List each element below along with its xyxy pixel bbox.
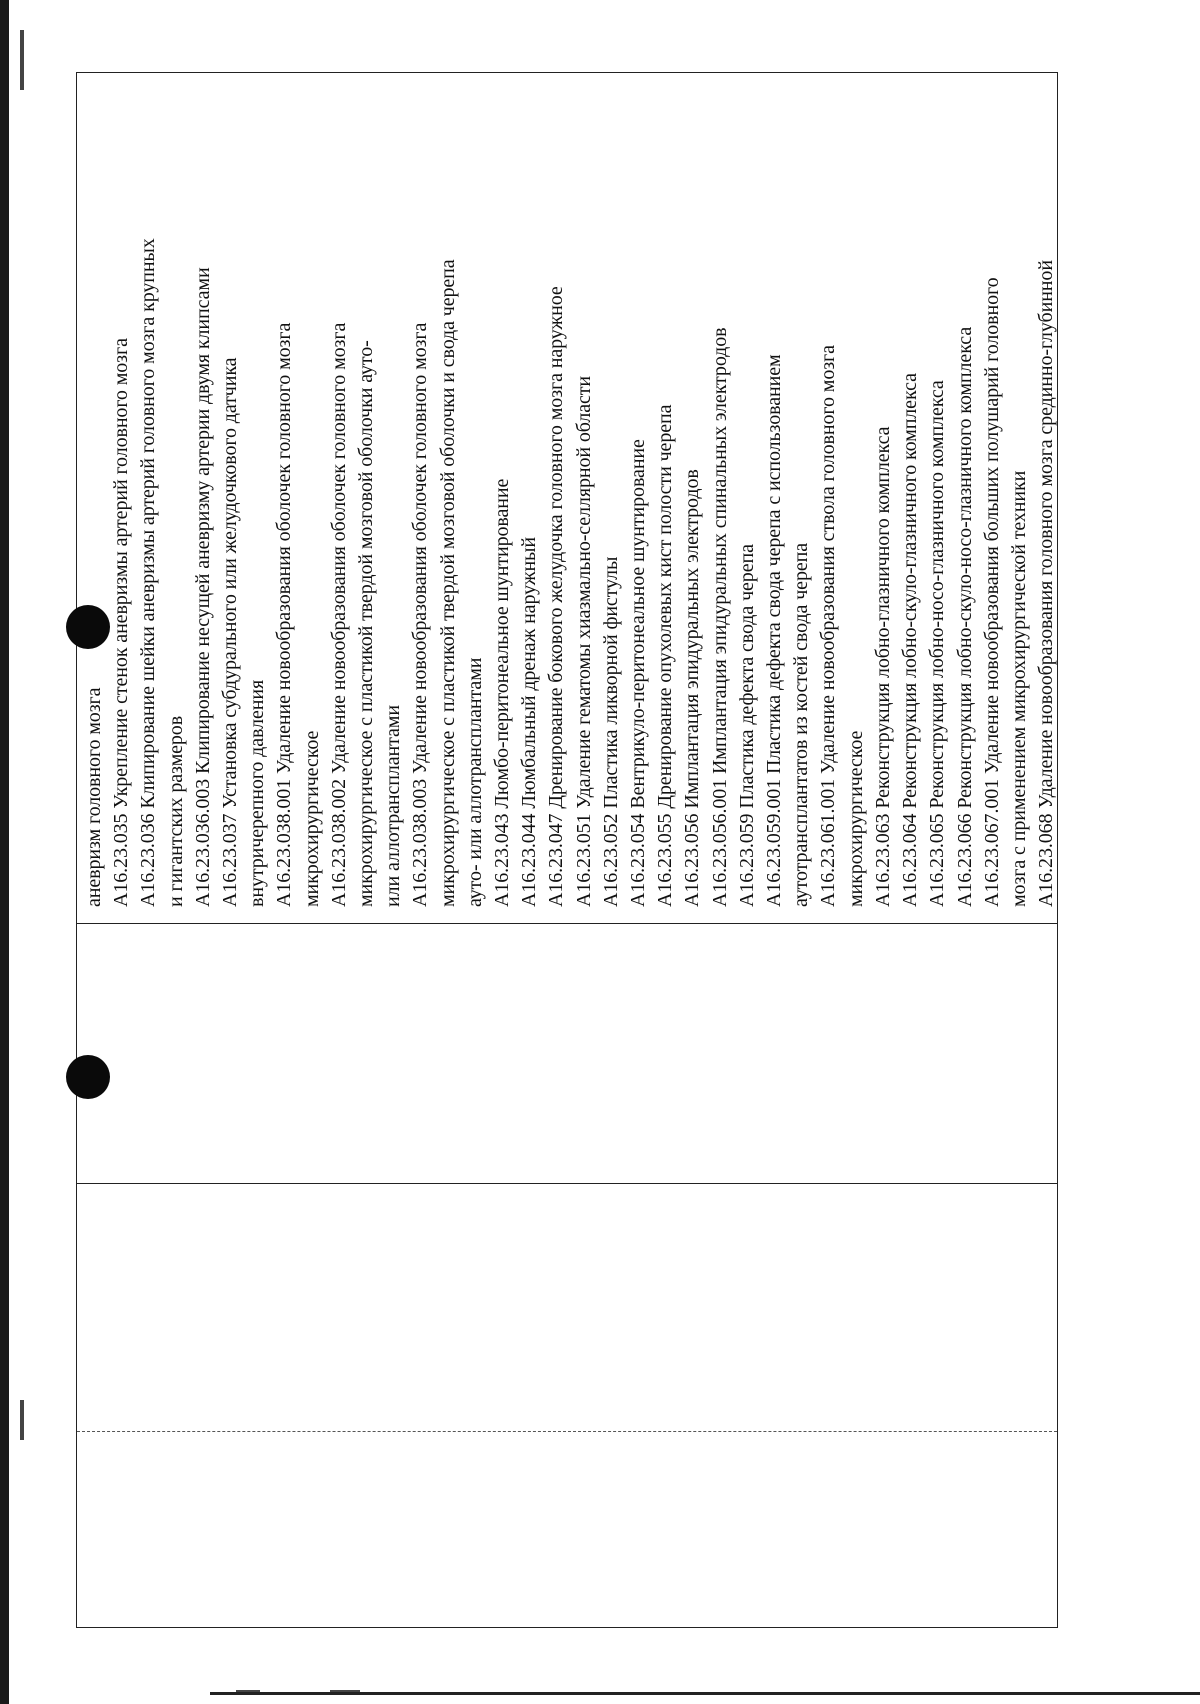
column-divider [77, 1431, 1057, 1432]
scan-artifact [236, 1690, 260, 1692]
punch-hole [66, 605, 110, 649]
column-divider [77, 1183, 1057, 1184]
scan-artifact [330, 1690, 360, 1692]
procedure-line: A16.23.056.001 Имплантация эпидуральных спинальных электродов [708, 327, 731, 907]
procedure-line: A16.23.065 Реконструкция лобно-носо-глазничного комплекса [926, 380, 949, 907]
scan-bottom-edge [210, 1692, 1200, 1695]
procedure-line: и гигантских размеров [164, 715, 187, 907]
procedure-line: A16.23.061.001 Удаление новообразования ствола головного мозга [817, 345, 840, 907]
procedure-line: аутотрансплантатов из костей свода черепа [790, 543, 813, 907]
procedure-line: A16.23.064 Реконструкция лобно-скуло-глазничного комплекса [899, 373, 922, 907]
procedure-line: A16.23.036.003 Клипирование несущей аневризму артерии двумя клипсами [191, 267, 214, 907]
procedure-line: или аллотрансплантами [382, 705, 405, 907]
procedure-line: A16.23.051 Удаление гематомы хиазмально-селлярной области [572, 375, 595, 907]
procedure-line: A16.23.036 Клипирование шейки аневризмы артерий головного мозга крупных [137, 238, 160, 907]
scan-edge-bar [0, 0, 9, 1704]
procedure-line: A16.23.059 Пластика дефекта свода черепа [735, 544, 758, 907]
procedure-line: A16.23.068 Удаление новообразования головного мозга срединно-глубинной [1035, 260, 1058, 907]
procedure-line: A16.23.056 Имплантация эпидуральных электродов [681, 469, 704, 907]
procedure-line: A16.23.054 Вентрикуло-перитонеальное шунтирование [627, 439, 650, 907]
procedure-line: A16.23.038.001 Удаление новообразования оболочек головного мозга [273, 322, 296, 907]
procedure-line: мозга с применением микрохирургической техники [1007, 470, 1030, 907]
procedure-line: A16.23.055 Дренирование опухолевых кист полости черепа [654, 404, 677, 907]
punch-hole [66, 1055, 110, 1099]
procedure-line: A16.23.037 Установка субдурального или желудочкового датчика [219, 357, 242, 907]
procedure-line: A16.23.035 Укрепление стенок аневризмы артерий головного мозга [110, 338, 133, 907]
procedure-line: A16.23.043 Люмбо-перитонеальное шунтирование [491, 478, 514, 907]
procedure-line: A16.23.047 Дренирование бокового желудочка головного мозга наружное [545, 286, 568, 907]
procedure-line: A16.23.066 Реконструкция лобно-скуло-носо-глазничного комплекса [953, 326, 976, 907]
procedure-line: микрохирургическое [844, 730, 867, 907]
column-divider [77, 923, 1057, 924]
procedure-line: A16.23.038.003 Удаление новообразования оболочек головного мозга [409, 322, 432, 907]
procedure-list [81, 12, 1058, 907]
procedure-line: A16.23.038.002 Удаление новообразования оболочек головного мозга [327, 322, 350, 907]
procedure-line: микрохирургическое с пластикой твердой мозговой оболочки и свода черепа [436, 259, 459, 907]
scan-edge-tick [20, 30, 24, 90]
procedure-line: A16.23.067.001 Удаление новообразования больших полушарий головного [980, 277, 1003, 907]
procedure-line: внутричерепного давления [246, 679, 269, 907]
procedure-line: A16.23.063 Реконструкция лобно-глазничного комплекса [871, 426, 894, 907]
procedure-line: A16.23.044 Люмбальный дренаж наружный [518, 537, 541, 907]
procedure-line: микрохирургическое с пластикой твердой мозговой оболочки ауто- [355, 340, 378, 907]
procedure-line: ауто- или аллотрансплантами [463, 657, 486, 907]
procedure-line: аневризм головного мозга [83, 687, 105, 907]
procedure-line: A16.23.059.001 Пластика дефекта свода черепа с использованием [763, 354, 786, 907]
procedure-line: A16.23.052 Пластика ликворной фистулы [599, 556, 622, 907]
scan-edge-tick [20, 1400, 24, 1440]
procedure-line: микрохирургическое [300, 730, 323, 907]
